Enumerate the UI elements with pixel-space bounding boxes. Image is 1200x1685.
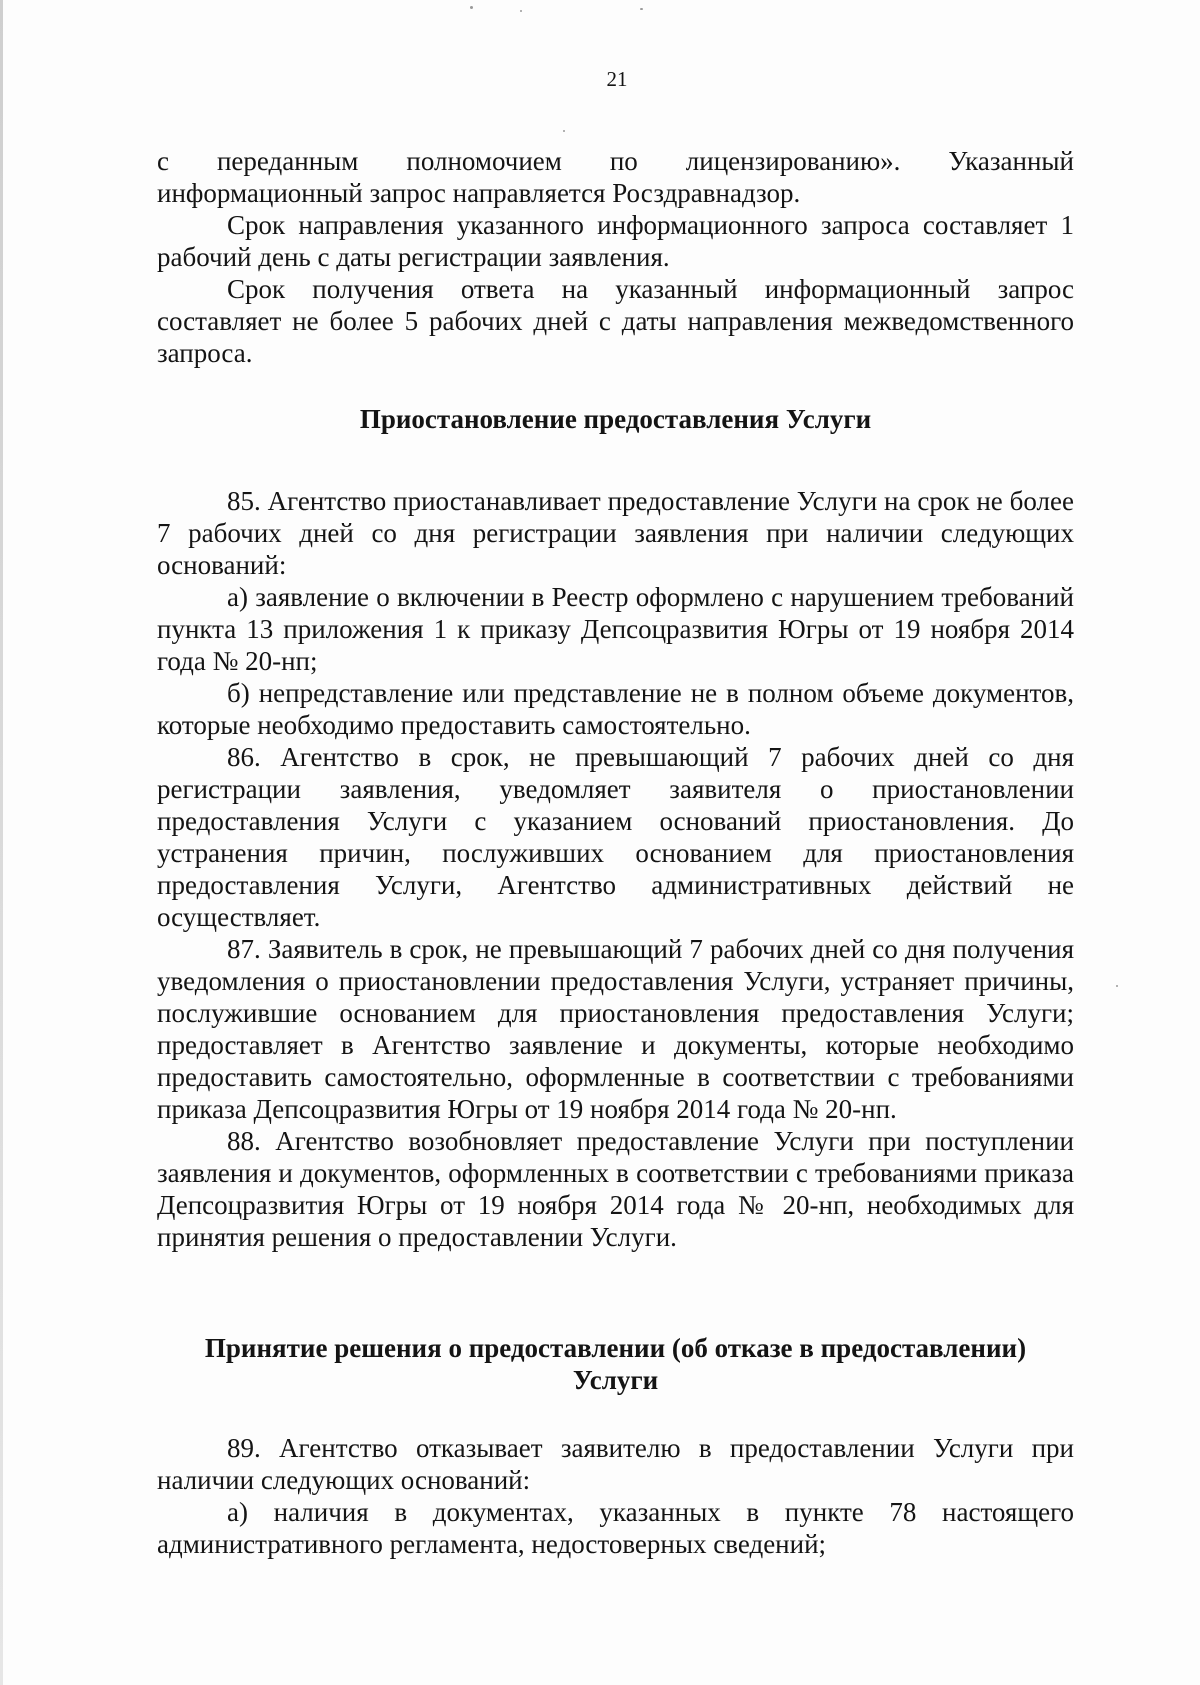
scan-speck [563,130,565,132]
paragraph-85-b: б) непредставление или представление не в полном объеме документов, которые необходимо предоставить самостоятельно. [157,678,1074,740]
paragraph-87: 87. Заявитель в срок, не превышающий 7 рабочих дней со дня получения уведомления о приостановлении предоставления Услуги, устраняет причины, послужившие основанием для приостановления предоставления Услуги; предоставляет в Агентство заявление и документы, которые необходимо предоставить самостоятельно, оформленные в соответствии с требованиями приказа Депсоцразвития Югры от 19 ноября 2014 года № 20-нп. [157,934,1074,1124]
paragraph-89: 89. Агентство отказывает заявителю в предоставлении Услуги при наличии следующих оснований: [157,1433,1074,1495]
decision-text-block [157,1432,1074,1560]
paragraph-89-a: а) наличия в документах, указанных в пункте 78 настоящего административного регламента, недостоверных сведений; [157,1497,1074,1559]
scan-speck [520,10,522,12]
paragraph-85: 85. Агентство приостанавливает предоставление Услуги на срок не более 7 рабочих дней со дня регистрации заявления при наличии следующих оснований: [157,486,1074,580]
intro-text-block [157,145,1074,369]
section-heading-decision [157,1332,1074,1396]
paragraph-86: 86. Агентство в срок, не превышающий 7 рабочих дней со дня регистрации заявления, уведомляет заявителя о приостановлении предоставления Услуги с указанием оснований приостановления. До устранения причин, послуживших основанием для приостановления предоставления Услуги, Агентство административных действий не осуществляет. [157,742,1074,932]
paragraph: Срок направления указанного информационного запроса составляет 1 рабочий день с даты регистрации заявления. [157,210,1074,272]
paragraph-88: 88. Агентство возобновляет предоставление Услуги при поступлении заявления и документов, оформленных в соответствии с требованиями приказа Депсоцразвития Югры от 19 ноября 2014 года № 20-нп, необходимых для принятия решения о предоставлении Услуги. [157,1126,1074,1252]
paragraph: Срок получения ответа на указанный информационный запрос составляет не более 5 рабочих дней с даты направления межведомственного запроса. [157,274,1074,368]
paragraph-85-a: а) заявление о включении в Реестр оформлено с нарушением требований пункта 13 приложения 1 к приказу Депсоцразвития Югры от 19 ноября 2014 года № 20-нп; [157,582,1074,676]
section-heading-suspension [157,403,1074,435]
scan-edge [0,0,3,1685]
page-number: 21 [606,67,628,91]
section-heading-line: Принятие решения о предоставлении (об отказе в предоставлении) [204,1333,1027,1363]
suspension-text-block [157,485,1074,1253]
section-heading: Приостановление предоставления Услуги [359,404,872,434]
paragraph: с переданным полномочием по лицензированию». Указанный информационный запрос направляется Росздравнадзор. [157,146,1074,208]
scan-speck [1116,985,1118,987]
section-heading-line: Услуги [572,1365,659,1395]
scan-speck [470,6,473,9]
scan-speck [640,8,643,10]
